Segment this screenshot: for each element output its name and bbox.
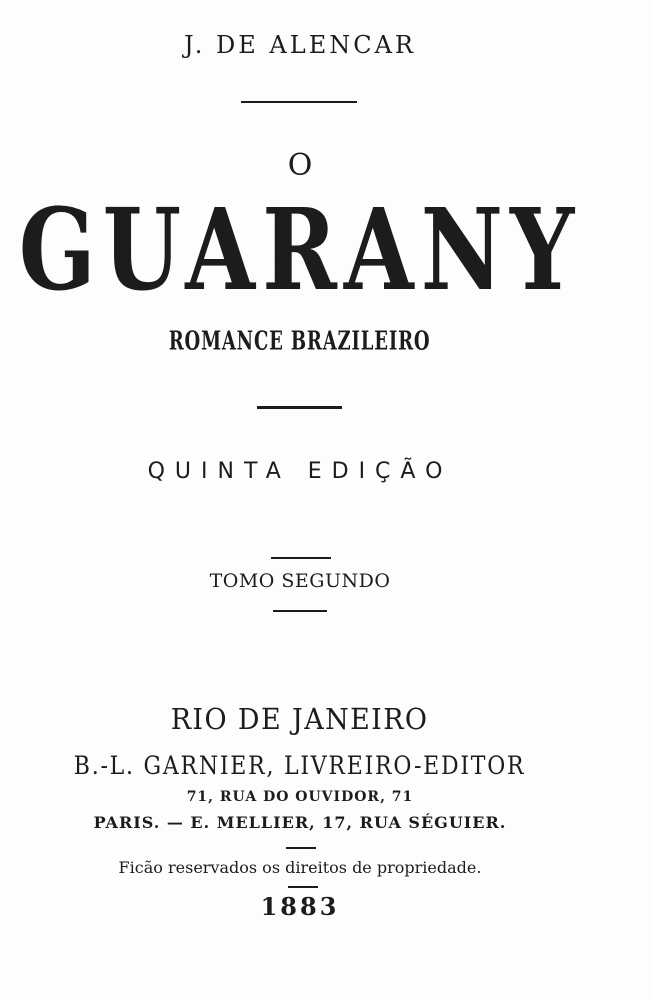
rights-notice: Ficão reservados os direitos de propriedade. xyxy=(118,858,482,877)
book-subtitle: ROMANCE BRAZILEIRO xyxy=(169,325,431,357)
volume-statement: TOMO SEGUNDO xyxy=(209,570,391,592)
title-article: O xyxy=(287,148,313,183)
divider-under-author xyxy=(241,101,357,103)
divider-below-volume xyxy=(273,610,327,612)
imprint-city: RIO DE JANEIRO xyxy=(171,702,429,736)
imprint-publisher: B.-L. GARNIER, LIVREIRO-EDITOR xyxy=(74,751,526,780)
author-line xyxy=(0,33,600,57)
divider-above-year xyxy=(288,886,318,888)
publication-year: 1883 xyxy=(260,892,340,921)
edition-statement: QUINTA EDIÇÃO xyxy=(147,459,453,484)
book-title: GUARANY xyxy=(18,184,582,317)
divider-above-volume xyxy=(271,557,331,559)
divider-above-rights xyxy=(286,847,316,849)
author-name: J. DE ALENCAR xyxy=(184,31,416,59)
imprint-address-rio: 71, RUA DO OUVIDOR, 71 xyxy=(186,789,414,805)
divider-under-subtitle xyxy=(257,406,342,409)
imprint-address-paris: PARIS. — E. MELLIER, 17, RUA SÉGUIER. xyxy=(93,813,507,832)
